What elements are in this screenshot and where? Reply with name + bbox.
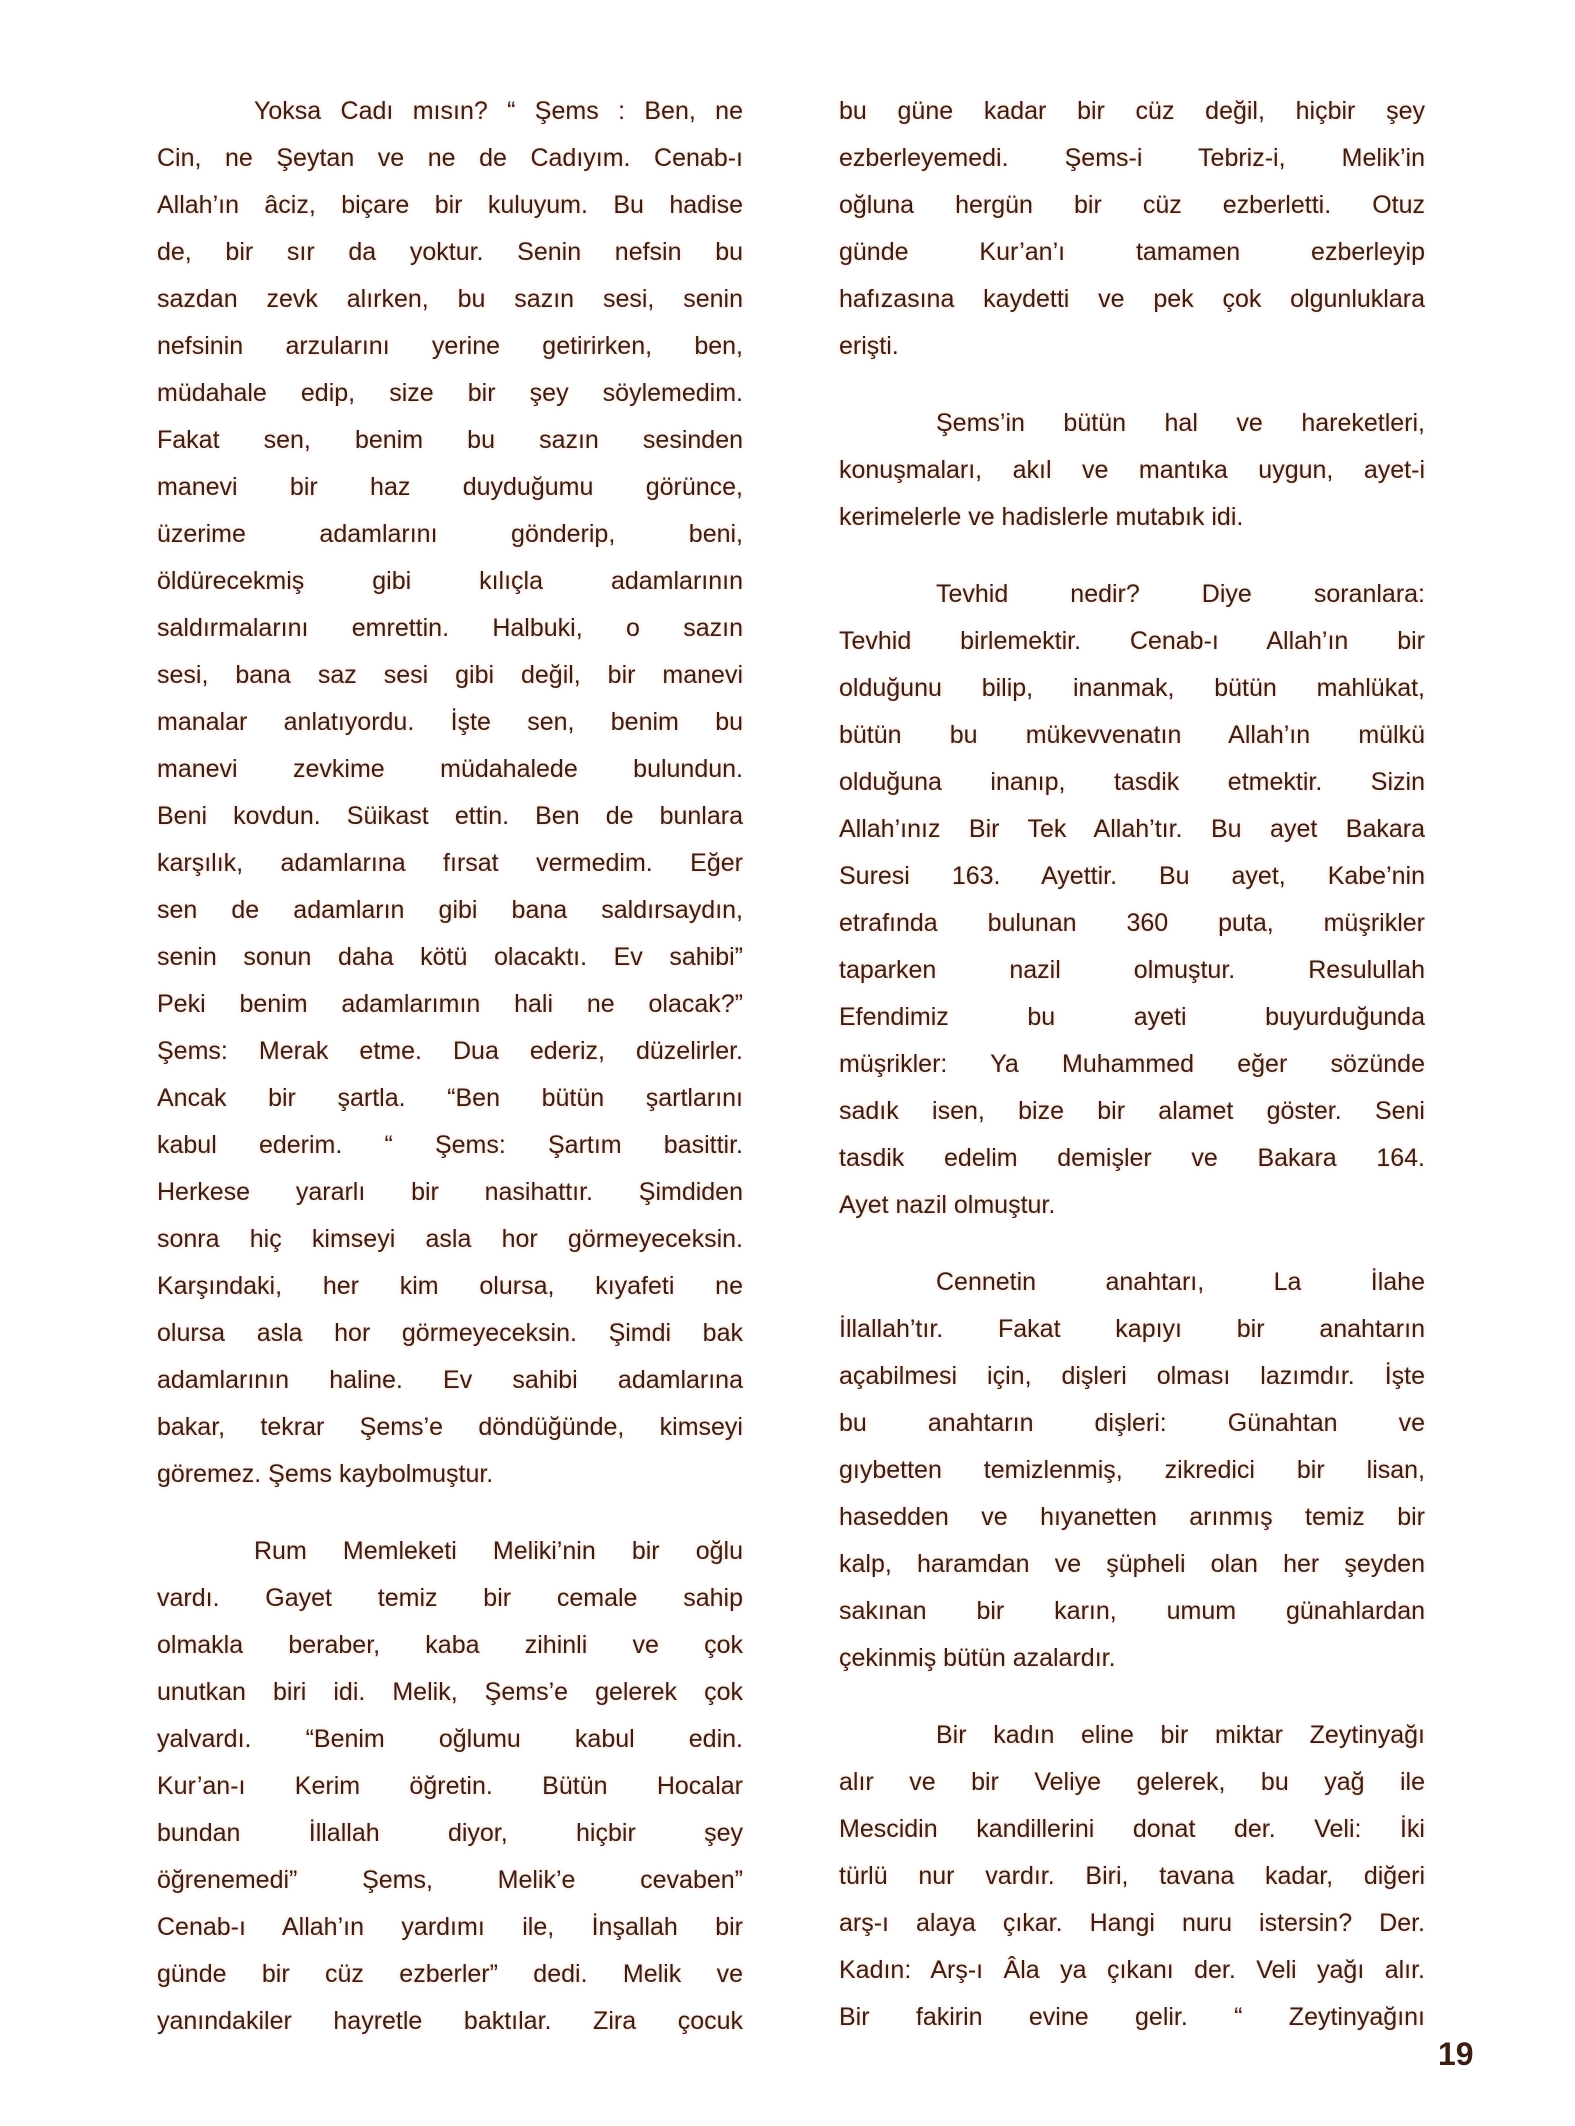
text-line: Kadın: Arş-ı Âla ya çıkanı der. Veli yağı alır. (839, 1956, 1425, 1984)
paragraph (839, 88, 1425, 370)
text-line: Kur’an-ı Kerim öğretin. Bütün Hocalar (157, 1772, 743, 1800)
text-line: bu anahtarın dişleri: Günahtan ve (839, 1409, 1425, 1437)
text-line: yalvardı. “Benim oğlumu kabul edin. (157, 1725, 743, 1753)
text-line: Cin, ne Şeytan ve ne de Cadıyım. Cenab-ı (157, 144, 743, 172)
text-line: hafızasına kaydetti ve pek çok olgunluklara (839, 285, 1425, 313)
right-text-column (839, 88, 1425, 2071)
text-line: senin sonun daha kötü olacaktı. Ev sahibi” (157, 943, 743, 971)
text-line: bundan İllallah diyor, hiçbir şey (157, 1819, 743, 1847)
text-line: adamlarının haline. Ev sahibi adamlarına (157, 1366, 743, 1394)
text-line: yanındakiler hayretle baktılar. Zira çocuk (157, 2007, 743, 2035)
paragraph (157, 1528, 743, 2045)
text-line: kerimelerle ve hadislerle mutabık idi. (839, 503, 1244, 531)
text-line: ezberleyemedi. Şems-i Tebriz-i, Melik’in (839, 144, 1425, 172)
text-line: bütün bu mükevvenatın Allah’ın mülkü (839, 721, 1425, 749)
text-line: Cennetin anahtarı, La İlahe (936, 1268, 1425, 1296)
text-line: öldürecekmiş gibi kılıçla adamlarının (157, 567, 743, 595)
text-line: etrafında bulunan 360 puta, müşrikler (839, 909, 1425, 937)
text-line: Beni kovdun. Süikast ettin. Ben de bunlara (157, 802, 743, 830)
text-line: olursa asla hor görmeyeceksin. Şimdi bak (157, 1319, 743, 1347)
text-line: açabilmesi için, dişleri olması lazımdır. İşte (839, 1362, 1425, 1390)
text-line: Tevhid birlemektir. Cenab-ı Allah’ın bir (839, 627, 1425, 655)
text-line: konuşmaları, akıl ve mantıka uygun, ayet-i (839, 456, 1425, 484)
text-line: günde Kur’an’ı tamamen ezberleyip (839, 238, 1425, 266)
text-line: olmakla beraber, kaba zihinli ve çok (157, 1631, 743, 1659)
text-line: çekinmiş bütün azalardır. (839, 1644, 1116, 1672)
text-line: erişti. (839, 332, 899, 360)
text-line: alır ve bir Veliye gelerek, bu yağ ile (839, 1768, 1425, 1796)
text-line: vardı. Gayet temiz bir cemale sahip (157, 1584, 743, 1612)
text-line: bakar, tekrar Şems’e döndüğünde, kimseyi (157, 1413, 743, 1441)
paragraph (157, 88, 743, 1498)
text-line: Şems: Merak etme. Dua ederiz, düzelirler. (157, 1037, 743, 1065)
text-line: Fakat sen, benim bu sazın sesinden (157, 426, 743, 454)
page-number: 19 (1438, 2036, 1474, 2072)
text-line: sen de adamların gibi bana saldırsaydın, (157, 896, 743, 924)
paragraph (839, 571, 1425, 1229)
text-line: manalar anlatıyordu. İşte sen, benim bu (157, 708, 743, 736)
text-line: kabul ederim. “ Şems: Şartım basittir. (157, 1131, 743, 1159)
text-line: Ayet nazil olmuştur. (839, 1191, 1056, 1219)
paragraph (839, 1259, 1425, 1682)
text-line: sadık isen, bize bir alamet göster. Seni (839, 1097, 1425, 1125)
text-line: hasedden ve hıyanetten arınmış temiz bir (839, 1503, 1425, 1531)
text-line: Bir fakirin evine gelir. “ Zeytinyağını (839, 2003, 1425, 2031)
text-line: saldırmalarını emrettin. Halbuki, o sazın (157, 614, 743, 642)
text-line: manevi zevkime müdahalede bulundun. (157, 755, 743, 783)
text-line: Yoksa Cadı mısın? “ Şems : Ben, ne (254, 97, 743, 125)
text-line: üzerime adamlarını gönderip, beni, (157, 520, 743, 548)
text-line: Karşındaki, her kim olursa, kıyafeti ne (157, 1272, 743, 1300)
text-line: tasdik edelim demişler ve Bakara 164. (839, 1144, 1425, 1172)
text-line: günde bir cüz ezberler” dedi. Melik ve (157, 1960, 743, 1988)
text-line: türlü nur vardır. Biri, tavana kadar, diğeri (839, 1862, 1425, 1890)
text-line: göremez. Şems kaybolmuştur. (157, 1460, 494, 1488)
text-line: kalp, haramdan ve şüpheli olan her şeyden (839, 1550, 1425, 1578)
text-line: Herkese yararlı bir nasihattır. Şimdiden (157, 1178, 743, 1206)
text-line: Bir kadın eline bir miktar Zeytinyağı (936, 1721, 1425, 1749)
text-line: olduğunu bilip, inanmak, bütün mahlükat, (839, 674, 1425, 702)
text-line: sakınan bir karın, umum günahlardan (839, 1597, 1425, 1625)
text-line: Suresi 163. Ayettir. Bu ayet, Kabe’nin (839, 862, 1425, 890)
text-line: sonra hiç kimseyi asla hor görmeyeceksin. (157, 1225, 743, 1253)
paragraph (839, 400, 1425, 541)
text-line: Allah’ın âciz, biçare bir kuluyum. Bu hadise (157, 191, 743, 219)
text-line: Rum Memleketi Meliki’nin bir oğlu (254, 1537, 743, 1565)
left-text-column (157, 88, 743, 2075)
text-line: nefsinin arzularını yerine getirirken, ben, (157, 332, 743, 360)
text-line: Şems’in bütün hal ve hareketleri, (936, 409, 1425, 437)
text-line: taparken nazil olmuştur. Resulullah (839, 956, 1425, 984)
text-line: bu güne kadar bir cüz değil, hiçbir şey (839, 97, 1425, 125)
text-line: Peki benim adamlarımın hali ne olacak?” (157, 990, 743, 1018)
text-line: müdahale edip, size bir şey söylemedim. (157, 379, 743, 407)
text-line: unutkan biri idi. Melik, Şems’e gelerek çok (157, 1678, 743, 1706)
text-line: İllallah’tır. Fakat kapıyı bir anahtarın (839, 1315, 1425, 1343)
text-line: Efendimiz bu ayeti buyurduğunda (839, 1003, 1425, 1031)
text-line: gıybetten temizlenmiş, zikredici bir lisan, (839, 1456, 1425, 1484)
text-line: oğluna hergün bir cüz ezberletti. Otuz (839, 191, 1425, 219)
text-line: öğrenemedi” Şems, Melik’e cevaben” (157, 1866, 743, 1894)
paragraph (839, 1712, 1425, 2041)
text-line: Allah’ınız Bir Tek Allah’tır. Bu ayet Bakara (839, 815, 1425, 843)
text-line: müşrikler: Ya Muhammed eğer sözünde (839, 1050, 1425, 1078)
text-line: olduğuna inanıp, tasdik etmektir. Sizin (839, 768, 1425, 796)
text-line: Tevhid nedir? Diye soranlara: (936, 580, 1425, 608)
text-line: Cenab-ı Allah’ın yardımı ile, İnşallah bir (157, 1913, 743, 1941)
text-line: Ancak bir şartla. “Ben bütün şartlarını (157, 1084, 743, 1112)
text-line: karşılık, adamlarına fırsat vermedim. Eğer (157, 849, 743, 877)
text-line: Mescidin kandillerini donat der. Veli: İki (839, 1815, 1425, 1843)
text-line: arş-ı alaya çıkar. Hangi nuru istersin? Der. (839, 1909, 1425, 1937)
text-line: sazdan zevk alırken, bu sazın sesi, senin (157, 285, 743, 313)
text-line: sesi, bana saz sesi gibi değil, bir manevi (157, 661, 743, 689)
text-line: de, bir sır da yoktur. Senin nefsin bu (157, 238, 743, 266)
text-line: manevi bir haz duyduğumu görünce, (157, 473, 743, 501)
